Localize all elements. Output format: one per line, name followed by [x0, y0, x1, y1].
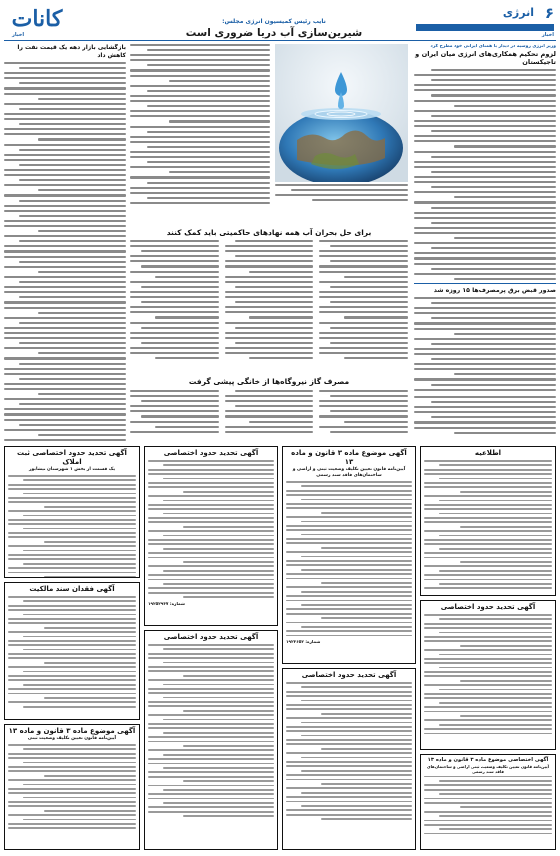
ad-title: آگهی تحدید حدود اختصاصی ثبت املاک — [17, 449, 127, 466]
header-divider — [4, 40, 556, 41]
section-name: انرژی — [502, 6, 534, 19]
ad-number: شماره: ۱۹۲۲۶۵۲ — [286, 639, 321, 645]
right-headline: لزوم تحکیم همکاری‌های انرژی میان ایران و تاجیکستان — [415, 50, 556, 66]
lead-kicker: نایب رئیس کمیسیون انرژی مجلس: — [222, 18, 326, 25]
ad-title: آگهی فقدان سند مالکیت — [29, 585, 115, 593]
section-label-left: اخبار — [12, 32, 25, 38]
right-lower-news — [414, 396, 556, 444]
ad-box — [282, 446, 416, 664]
right-sidebox — [414, 283, 556, 394]
ad-subtitle: آیین‌نامه قانون تعیین تکلیف وضعیت ثبتی — [27, 736, 117, 741]
lead-photo — [275, 44, 408, 182]
gas-consumption-body — [130, 390, 408, 444]
right-kicker: وزیر انرژی روسیه در دیدار با همتای ایرانی خود مطرح کرد — [430, 44, 556, 49]
left-headline: بازگشایی بازار دهه‌ یک قیمت نفت را کاهش داد — [17, 44, 126, 59]
water-drop-globe-illustration — [275, 44, 408, 182]
ad-title: آگهی اختصاصی موضوع ماده ۳ قانون و ماده ۱۳ — [427, 757, 549, 763]
ad-box — [4, 582, 140, 720]
water-crisis-body — [130, 240, 408, 372]
lead-caption — [275, 184, 408, 204]
section-label-right: اخبار — [541, 32, 554, 38]
ad-title: اطلاعیه — [474, 449, 502, 457]
right-news-column — [414, 44, 556, 394]
lead-headline: شیرین‌سازی آب دریا ضروری است — [185, 27, 363, 39]
ad-box — [420, 600, 556, 750]
ad-subtitle: آیین‌نامه قانون تعیین تکلیف وضعیت ثبتی و اراضی و ساختمان‌های فاقد سند رسمی — [292, 467, 406, 478]
ad-title: آگهی موضوع ماده ۳ قانون و ماده ۱۳ — [8, 727, 136, 735]
newspaper-logo: کانات — [11, 6, 63, 32]
ad-box — [420, 754, 556, 850]
left-news-column — [4, 44, 126, 444]
page-info — [416, 4, 556, 40]
right-article-body — [414, 69, 556, 280]
ad-box — [4, 446, 140, 578]
gas-consumption-headline: مصرف گاز نیروگاه‌ها از خانگی پیشی گرفت — [188, 377, 350, 386]
classified-ads — [4, 446, 556, 852]
middle-area — [130, 44, 408, 444]
masthead — [4, 4, 556, 40]
ad-box — [4, 724, 140, 850]
ad-title: آگهی موضوع ماده ۳ قانون و ماده ۱۳ — [291, 449, 407, 466]
ad-number: شماره: ۱۹۲۵۲۹۳۷ — [148, 600, 185, 606]
sidebox-headline: صدور قبض برق پرمصرف‌ها ۱۵ روزه شد — [433, 286, 556, 294]
water-crisis-headline: برای حل بحران آب همه نهادهای حاکمیتی باید کمک کنند — [166, 228, 372, 237]
page-number: ۶ — [544, 4, 554, 22]
ad-title: آگهی تحدید حدود اختصاصی — [163, 449, 259, 457]
ad-title: آگهی تحدید حدود اختصاصی — [163, 633, 259, 641]
ad-subtitle: آیین‌نامه قانون تعیین تکلیف وضعیت ثبتی اراضی و ساختمان‌های فاقد سند رسمی — [427, 763, 549, 774]
ad-title: آگهی تحدید حدود اختصاصی — [440, 603, 536, 611]
lead-article-body — [130, 44, 270, 214]
ad-box — [144, 446, 278, 626]
dateline-bar — [416, 24, 554, 31]
ad-box — [144, 630, 278, 850]
ad-box — [420, 446, 556, 596]
left-article-body — [4, 62, 126, 444]
ad-title: آگهی تحدید حدود اختصاصی — [301, 671, 397, 679]
newspaper-page — [4, 4, 556, 852]
ad-box — [282, 668, 416, 850]
ad-subtitle: یک قسمت از بخش ۱ شهرستان نیشابور — [29, 467, 115, 472]
